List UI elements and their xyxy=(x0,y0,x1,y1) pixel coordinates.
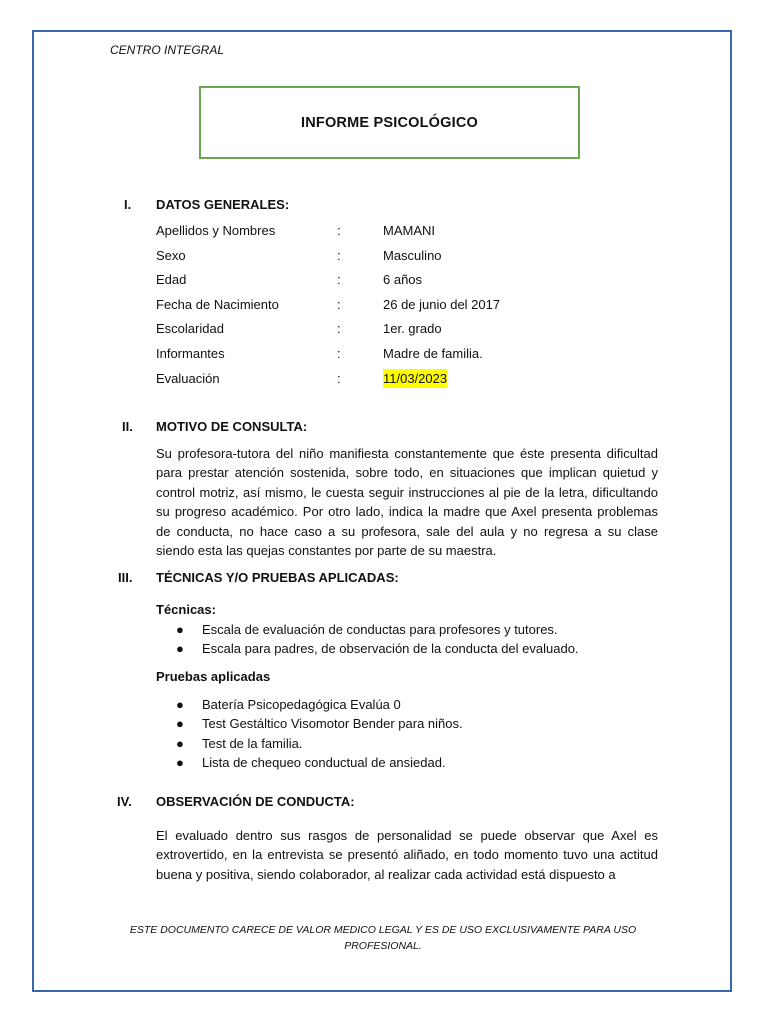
row-value-birthdate: 26 de junio del 2017 xyxy=(383,297,501,312)
row-value-sex: Masculino xyxy=(383,248,442,263)
section-1-number: I. xyxy=(124,197,132,212)
row-value-evaluation: 11/03/2023 xyxy=(383,371,448,386)
row-label-evaluation: Evaluación xyxy=(156,371,220,386)
section-2-number: II. xyxy=(122,419,133,434)
section-3-number: III. xyxy=(118,570,133,585)
row-sep-evaluation: : xyxy=(337,371,341,386)
row-sep-birthdate: : xyxy=(337,297,341,312)
test-text: Lista de chequeo conductual de ansiedad. xyxy=(202,755,446,771)
legal-disclaimer xyxy=(110,922,656,954)
row-label-age: Edad xyxy=(156,272,187,287)
row-value-informants: Madre de familia. xyxy=(383,346,483,361)
tests-label: Pruebas aplicadas xyxy=(156,669,271,684)
list-item xyxy=(176,734,463,753)
bullet-icon: ● xyxy=(176,755,184,771)
consultation-reason-text: Su profesora-tutora del niño manifiesta constantemente que éste presenta dificultad para prestar atención sostenida, sobre todo, en situaciones que implican quietud y control motriz, así mismo, le cuesta seguir instrucciones al pie de la letra, dificultando su progreso académico. Por otro lado, indica la madre que Axel presenta problemas de conducta, no hace caso a su profesora, sale del aula y no regresa a su clase siendo esta las quejas constantes por parte de su maestra. xyxy=(156,446,658,559)
tests-list xyxy=(176,695,463,773)
disclaimer-line-2: PROFESIONAL. xyxy=(344,940,422,952)
test-text: Batería Psicopedagógica Evalúa 0 xyxy=(202,697,401,712)
row-sep-schooling: : xyxy=(337,321,341,336)
row-sep-age: : xyxy=(337,272,341,287)
disclaimer-line-1: ESTE DOCUMENTO CARECE DE VALOR MEDICO LEGAL Y ES DE USO EXCLUSIVAMENTE PARA USO xyxy=(129,924,637,936)
row-value-names: MAMANI xyxy=(383,223,435,238)
list-item xyxy=(176,695,463,714)
organization-name: CENTRO INTEGRAL xyxy=(110,43,225,57)
bullet-icon: ● xyxy=(176,622,184,637)
test-text: Test de la familia. xyxy=(202,735,303,751)
list-item xyxy=(176,753,463,772)
row-label-birthdate: Fecha de Nacimiento xyxy=(156,297,279,312)
section-4-title: OBSERVACIÓN DE CONDUCTA: xyxy=(156,794,355,809)
row-value-age: 6 años xyxy=(383,272,423,287)
bullet-icon: ● xyxy=(176,641,184,657)
behavior-observation-text: El evaluado dentro sus rasgos de personalidad se puede observar que Axel es extrovertido, en la entrevista se presentó aliñado, en todo momento tuvo una actitud buena y positiva, siendo colaborador, al realizar cada actividad está dispuesto a xyxy=(156,828,658,882)
section-4-number: IV. xyxy=(117,794,132,809)
row-label-sex: Sexo xyxy=(156,248,186,263)
row-label-schooling: Escolaridad xyxy=(156,321,224,336)
section-3-title: TÉCNICAS Y/O PRUEBAS APLICADAS: xyxy=(156,570,399,585)
row-sep-informants: : xyxy=(337,346,341,361)
list-item xyxy=(176,714,463,733)
title-box xyxy=(199,86,580,159)
section-2-title: MOTIVO DE CONSULTA: xyxy=(156,419,308,434)
bullet-icon: ● xyxy=(176,697,184,712)
bullet-icon: ● xyxy=(176,716,184,732)
technique-text: Escala para padres, de observación de la conducta del evaluado. xyxy=(202,641,579,657)
section-1-title: DATOS GENERALES: xyxy=(156,197,290,212)
row-sep-names: : xyxy=(337,223,341,238)
test-text: Test Gestáltico Visomotor Bender para niños. xyxy=(202,716,463,732)
row-label-informants: Informantes xyxy=(156,346,225,361)
bullet-icon: ● xyxy=(176,735,184,751)
techniques-label: Técnicas: xyxy=(156,602,216,617)
row-label-names: Apellidos y Nombres xyxy=(156,223,276,238)
row-sep-sex: : xyxy=(337,248,341,263)
row-value-schooling: 1er. grado xyxy=(383,321,442,336)
technique-text: Escala de evaluación de conductas para profesores y tutores. xyxy=(202,622,558,637)
techniques-list xyxy=(176,620,579,659)
list-item xyxy=(176,639,579,658)
document-title: INFORME PSICOLÓGICO xyxy=(301,114,478,131)
list-item xyxy=(176,620,579,639)
